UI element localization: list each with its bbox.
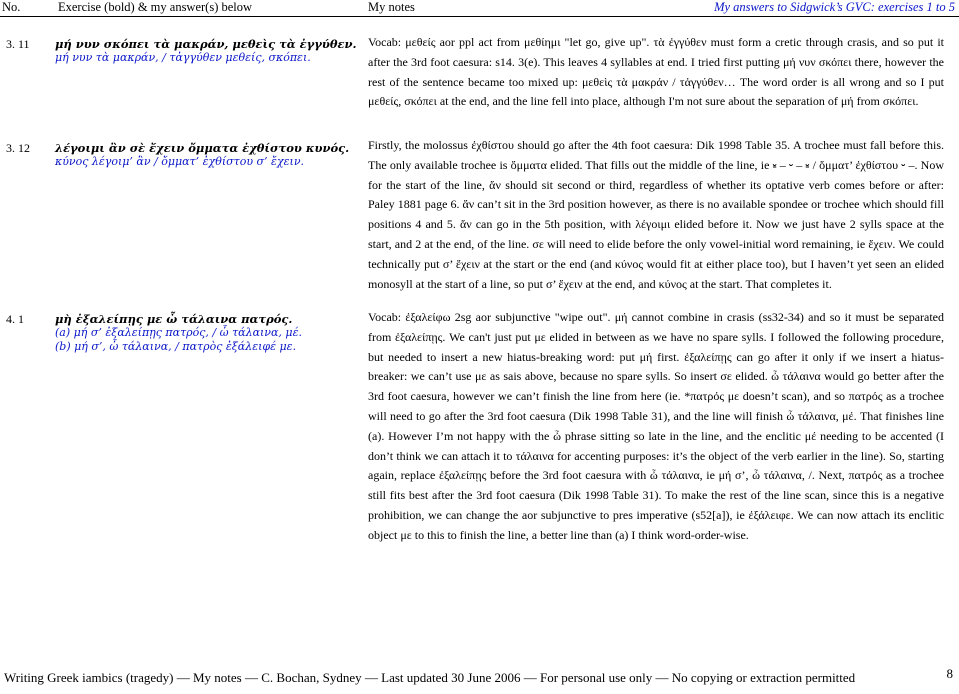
page-footer: Writing Greek iambics (tragedy) — My notes — C. Bochan, Sydney — Last updated 30 June 2006 — For personal use only — No copying or extraction permitted [4,670,856,685]
exercise-block [55,141,360,169]
exercise-block [55,37,360,65]
note-text: Vocab: ἐξαλείφω 2sg aor subjunctive "wipe out". μή cannot combine in crasis (ss32-34) and so it must be separated from ἐξαλείπῃς. We can't just put με elided in between as we have no spare sylls. I followed the following procedure, but needed to insert a new hiatus-breaking word: put μή first. ἐξαλείπῃς can go after it only if we insert a hiatus-breaker: we can’t use με as sais above, because no spare sylls. So insert σε elided. ὦ τάλαινα would go better after the 3rd foot caesura, however we can’t finish the line from here (ie. *πατρός με doesn’t scan), and so πατρός as a trochee will need to go after the 3rd foot caesura (Dik 1998 Table 31), and the line will finish ὦ τάλαινα, μέ. That finishes line (a). However I’m not happy with the ὦ phrase sitting so late in the line, and the enclitic μέ needing to be accented (I don’t think we can attach it to τάλαινα for accenting purposes: it’s the object of the verb earlier in the line). So, starting again, replace ἐξαλείπῃς before the 3rd foot caesura with ὦ τάλαινα, ie μή σ’, ὦ τάλαινα, /. Next, πατρός as a trochee still fits best after the 3rd foot caesura (Dik 1998 Table 31). To make the rest of the line scan, since this is a negative prohibition, we can change the aor subjunctive to pres imperative (s52[a]), ie ἐξάλειφε. We can now attach its enclitic object με to this to finish the line, a better line than (a) I think word-order-wise. [368,310,944,542]
exercise-block [55,312,360,354]
exercise-answer: (a) μή σ’ ἐξαλείπῃς πατρός, / ὦ τάλαινα, μέ. [55,326,302,339]
header-divider [0,16,959,17]
exercise-number: 3. 11 [6,37,30,51]
column-header-bar [0,0,959,16]
exercise-question: μή νυν σκόπει τὰ μακράν, μεθεὶς τὰ ἐγγύθεν. [55,37,357,51]
exercise-answer: (b) μή σ’, ὦ τάλαινα, / πατρὸς ἐξάλειφέ με. [55,340,297,353]
exercise-answer: μή νυν τὰ μακράν, / τἀγγύθεν μεθείς, σκόπει. [55,51,311,64]
note-text: Vocab: μεθείς aor ppl act from μεθίημι "let go, give up". τὰ ἐγγύθεν must form a cretic through crasis, and so put it after the 3rd foot caesura: s14. 3(e). This leaves 4 syllables at end. I tried first putting μή νυν σκόπει there, however the rest of the sentence became too mixed up: μεθεὶς τὰ μακράν / τἀγγύθεν… The word order is all wrong and so I put μεθείς, σκόπει at the end, and the line fell into place, although I'm not sure about the separation of μή from σκόπει. [368,35,944,109]
exercise-number: 4. 1 [6,312,24,326]
header-notes: My notes [368,0,415,14]
exercise-number: 3. 12 [6,141,30,155]
header-no: No. [2,0,21,14]
note-text: Firstly, the molossus ἐχθίστου should go after the 4th foot caesura: Dik 1998 Table 35. A trochee must fall before this. The only available trochee is ὄμματα elided. That fills out the middle of the line, ie ⏓ – ⏑ – ⏓ / ὄμματ’ ἐχθίστου ⏑ –. Now for the start of the line, ἄν should sit second or third, regardless of whether its optative verb comes before or after: Paley 1881 page 6. ἄν can’t sit in the 3rd position however, as there is no available spondee or trochee which should fill positions 4 and 5. ἄν can go in the 5th position, with λέγοιμι elided before it. Now we just have 2 sylls space at the start, and 2 at the end, of the line. σε will need to elide before the only vowel-initial word remaining, ie ἔχειν. We could technically put σ’ ἔχειν at the start or the end (and κύνος would fit at either place too), but I haven’t yet seen an elided monosyll at the start of a line, so put σ’ ἔχειν at the end, and κύνος at the start. That completes it. [368,138,944,291]
exercise-note [368,136,944,294]
page-number: 8 [946,666,953,681]
exercise-note [368,308,944,546]
exercise-answer: κύνος λέγοιμ’ ἂν / ὄμματ’ ἐχθίστου σ’ ἔχειν. [55,155,305,168]
exercise-note [368,33,944,112]
header-answers: My answers to Sidgwick’s GVC: exercises 1 to 5 [714,0,955,14]
exercise-question: λέγοιμι ἂν σὲ ἔχειν ὄμματα ἐχθίστου κυνός. [55,141,350,155]
exercise-question: μὴ ἐξαλείπῃς με ὦ τάλαινα πατρός. [55,312,293,326]
header-exercise: Exercise (bold) & my answer(s) below [58,0,253,14]
